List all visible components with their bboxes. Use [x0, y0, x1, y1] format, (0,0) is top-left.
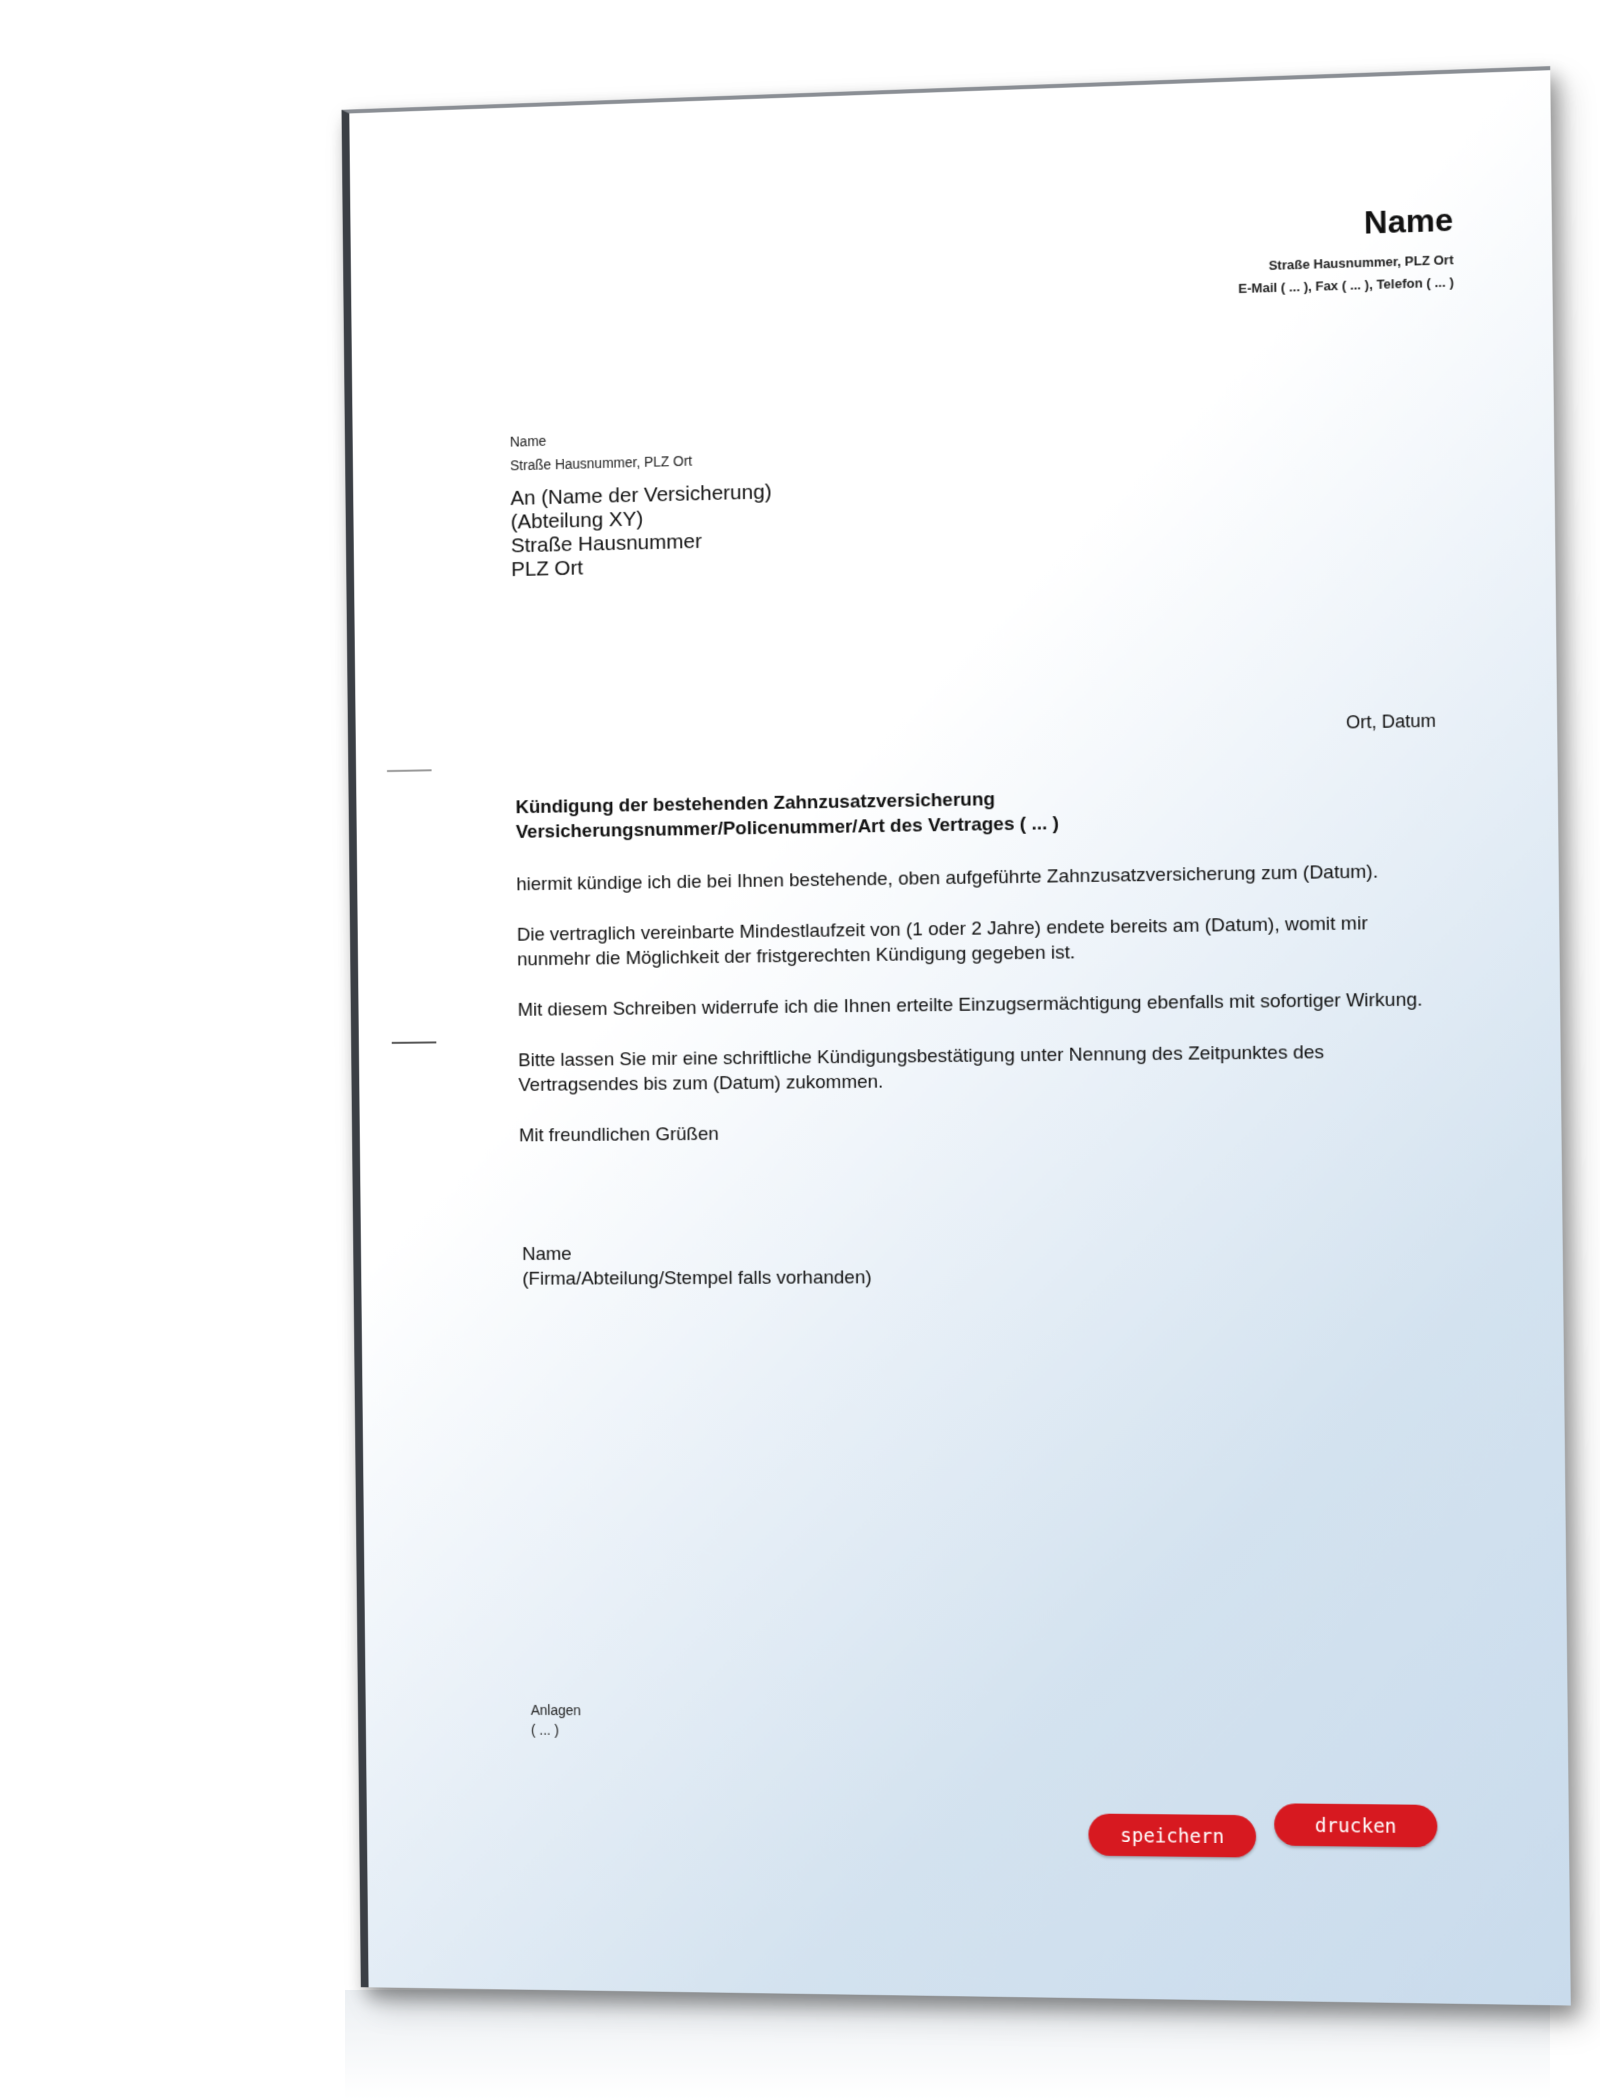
recipient-line-2: (Abteilung XY) — [510, 507, 644, 534]
subject-line-1: Kündigung der bestehenden Zahnzusatzversicherung — [515, 789, 996, 819]
sender-name: Name — [1363, 201, 1454, 241]
signature-company: (Firma/Abteilung/Stempel falls vorhanden) — [522, 1267, 872, 1290]
place-date: Ort, Datum — [1345, 710, 1437, 733]
sender-contact: E-Mail ( ... ), Fax ( ... ), Telefon ( ... ) — [1238, 274, 1454, 297]
subject-line-2: Versicherungsnummer/Policenummer/Art des Vertrages ( ... ) — [515, 813, 1059, 843]
print-button[interactable]: drucken — [1274, 1803, 1438, 1847]
return-address-name: Name — [509, 432, 547, 450]
letter-sheet — [342, 66, 1571, 2005]
recipient-line-4: PLZ Ort — [511, 556, 584, 582]
attachments-label: Anlagen — [530, 1701, 582, 1719]
sheet-reflection — [345, 1990, 1550, 2100]
body-paragraph-4: Bitte lassen Sie mir eine schriftliche Kündigungsbestätigung unter Nennung des Zeitpunktes des Vertragsendes bis zum (Datum) zukommen. — [518, 1042, 1325, 1096]
save-button[interactable]: speichern — [1088, 1813, 1256, 1857]
closing-greeting: Mit freundlichen Grüßen — [518, 1123, 719, 1147]
body-paragraph-3: Mit diesem Schreiben widerrufe ich die Ihnen erteilte Einzugsermächtigung ebenfalls mit sofortiger Wirkung. — [517, 989, 1423, 1021]
sender-address: Straße Hausnummer, PLZ Ort — [1268, 252, 1454, 273]
return-address-street: Straße Hausnummer, PLZ Ort — [510, 452, 693, 474]
letter-subject — [515, 786, 1059, 845]
return-address — [510, 425, 693, 477]
signature-block — [522, 1240, 872, 1291]
body-paragraph-1: hiermit kündige ich die bei Ihnen bestehende, oben aufgeführte Zahnzusatzversicherung zum (Datum). — [516, 861, 1379, 896]
recipient-line-1: An (Name der Versicherung) — [510, 480, 772, 510]
recipient-address — [510, 480, 772, 582]
sender-header — [1238, 201, 1454, 300]
letter-body — [516, 858, 1449, 1174]
attachments-value: ( ... ) — [530, 1721, 560, 1738]
recipient-line-3: Straße Hausnummer — [510, 529, 702, 558]
body-paragraph-2: Die vertraglich vereinbarte Mindestlaufzeit von (1 oder 2 Jahre) endete bereits am (Datum), womit mir nunmehr die Möglichkeit der fristgerechten Kündigung gegeben ist. — [516, 913, 1368, 971]
signature-name: Name — [522, 1243, 572, 1265]
attachments — [531, 1700, 582, 1740]
